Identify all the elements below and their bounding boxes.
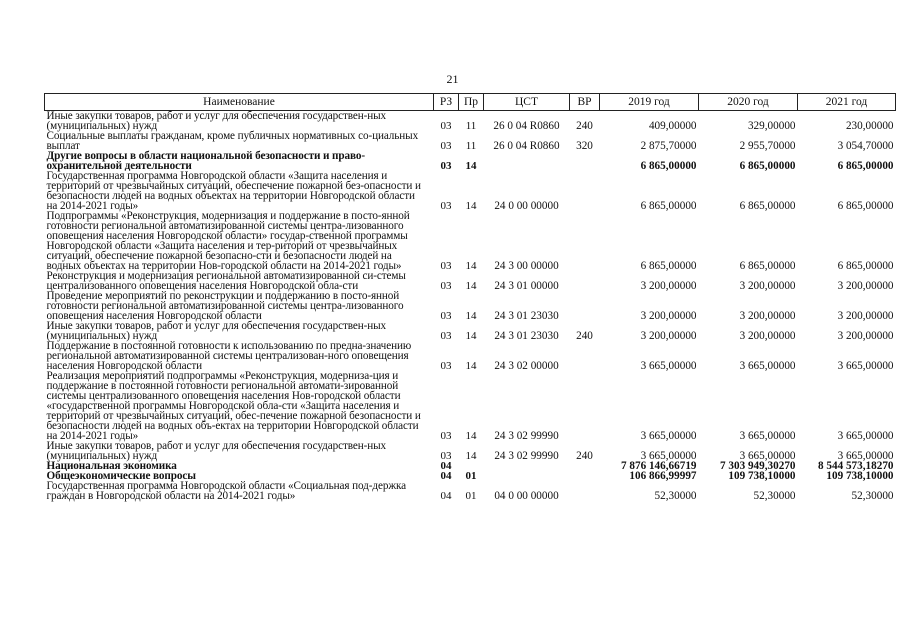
row-2020: 6 865,00000	[739, 200, 796, 212]
row-2020: 109 738,10000	[728, 470, 796, 482]
row-vr: 240	[576, 330, 593, 342]
budget-table	[44, 93, 896, 501]
row-rz: 03	[440, 450, 452, 462]
row-cst: 24 3 01 00000	[494, 280, 559, 292]
row-vr	[570, 171, 600, 211]
row-2019: 3 200,00000	[640, 330, 697, 342]
table-header-row	[45, 94, 896, 111]
row-vr	[570, 371, 600, 441]
row-2021: 52,30000	[851, 490, 894, 502]
row-pr: 01	[465, 490, 477, 502]
row-name: Поддержание в постоянной готовности к использованию по предна-значению региональной автоматизированной системы централизован-ного оповещения населения Новгородской области	[46, 340, 412, 372]
row-2020: 6 865,00000	[739, 260, 796, 272]
row-2019: 3 200,00000	[640, 310, 697, 322]
row-vr	[570, 291, 600, 321]
row-cst: 24 3 01 23030	[494, 330, 559, 342]
row-cst: 24 3 02 00000	[494, 360, 559, 372]
row-2021: 109 738,10000	[826, 470, 894, 482]
table-row	[45, 151, 896, 171]
table-row	[45, 371, 896, 441]
row-pr: 11	[465, 120, 477, 132]
col-header-2021: 2021 год	[798, 94, 896, 111]
row-2019: 6 865,00000	[640, 200, 697, 212]
row-2020: 3 200,00000	[739, 330, 796, 342]
row-cst: 26 0 04 R0860	[493, 120, 560, 132]
row-cst: 04 0 00 00000	[494, 490, 559, 502]
row-pr: 14	[465, 450, 477, 462]
row-rz: 03	[440, 160, 452, 172]
row-2020: 2 955,70000	[739, 140, 796, 152]
table-row	[45, 211, 896, 271]
row-cst	[484, 471, 570, 481]
row-2020: 3 665,00000	[739, 450, 796, 462]
row-pr: 14	[465, 280, 477, 292]
row-rz: 03	[440, 310, 452, 322]
row-name: Иные закупки товаров, работ и услуг для обеспечения государствен-ных (муниципальных) нужд	[46, 440, 387, 462]
row-vr	[570, 341, 600, 371]
row-rz: 04	[440, 460, 452, 472]
row-name: Государственная программа Новгородской области «Защита населения и территорий от чрезвычайных ситуаций, обеспечение пожарной без-опасности и безопасности людей на водных объектах на территории Новгородской области на 2014-2021 годы»	[46, 170, 421, 212]
row-rz: 03	[440, 140, 452, 152]
row-rz: 03	[440, 430, 452, 442]
row-2020: 6 865,00000	[739, 160, 796, 172]
row-2021: 3 200,00000	[837, 280, 894, 292]
col-header-pr: Пр	[459, 94, 484, 111]
row-2019: 409,00000	[648, 120, 697, 132]
row-rz: 03	[440, 120, 452, 132]
row-name: Общеэкономические вопросы	[46, 470, 196, 482]
row-name: Другие вопросы в области национальной безопасности и право-охранительной деятельности	[46, 150, 366, 172]
col-header-2020: 2020 год	[699, 94, 798, 111]
row-2021: 6 865,00000	[837, 200, 894, 212]
row-2019: 6 865,00000	[640, 260, 697, 272]
row-cst: 26 0 04 R0860	[493, 140, 560, 152]
table-row	[45, 291, 896, 321]
row-2021: 3 054,70000	[837, 140, 894, 152]
row-2019: 3 665,00000	[640, 450, 697, 462]
row-vr	[570, 471, 600, 481]
row-rz: 04	[440, 490, 452, 502]
row-pr: 14	[465, 160, 477, 172]
row-name: Национальная экономика	[46, 460, 177, 472]
row-2021: 3 665,00000	[837, 430, 894, 442]
row-vr	[570, 151, 600, 171]
row-2021: 8 544 573,18270	[817, 460, 894, 472]
row-name: Реализация мероприятий подпрограммы «Реконструкция, модерниза-ция и поддержание в постоянной готовности региональной автомати-зированной системы централизованного оповещения населения Нов-городской области «государственной программы Новгородской обла-сти «Защита населения и территорий от чрезвычайных ситуаций, обес-печение пожарной безопасности и безопасности людей на водных объ-ектах на территории Новгородской области на 2014-2021 годы»	[46, 370, 421, 442]
row-vr: 320	[576, 140, 593, 152]
col-header-rz: РЗ	[434, 94, 459, 111]
row-2020: 3 665,00000	[739, 360, 796, 372]
table-row	[45, 321, 896, 341]
row-cst: 24 3 00 00000	[494, 260, 559, 272]
row-2020: 52,30000	[753, 490, 796, 502]
row-2021: 3 665,00000	[837, 360, 894, 372]
row-cst	[484, 151, 570, 171]
row-2019: 2 875,70000	[640, 140, 697, 152]
col-header-2019: 2019 год	[600, 94, 699, 111]
table-row	[45, 441, 896, 461]
row-name: Проведение мероприятий по реконструкции и поддержанию в посто-янной готовности региональной автоматизированной системы центра-лизованного оповещения населения Новгородской области	[46, 290, 404, 322]
row-name: Социальные выплаты гражданам, кроме публичных нормативных со-циальных выплат	[46, 130, 419, 152]
row-2020: 329,00000	[747, 120, 796, 132]
row-2021: 3 665,00000	[837, 450, 894, 462]
row-pr: 11	[465, 140, 477, 152]
row-2021: 230,00000	[845, 120, 894, 132]
col-header-vr: ВР	[570, 94, 600, 111]
row-cst	[484, 461, 570, 471]
row-2020: 3 200,00000	[739, 280, 796, 292]
row-name: Государственная программа Новгородской области «Социальная под-держка граждан в Новгородской области на 2014-2021 годы»	[46, 480, 406, 502]
row-pr: 14	[465, 330, 477, 342]
table-row	[45, 111, 896, 132]
row-rz: 03	[440, 360, 452, 372]
row-2021: 3 200,00000	[837, 310, 894, 322]
row-rz: 03	[440, 200, 452, 212]
row-cst: 24 3 02 99990	[494, 450, 559, 462]
col-header-name: Наименование	[45, 94, 434, 111]
table-row	[45, 171, 896, 211]
row-rz: 03	[440, 260, 452, 272]
row-2020: 3 665,00000	[739, 430, 796, 442]
row-vr	[570, 461, 600, 471]
row-cst: 24 3 02 99990	[494, 430, 559, 442]
row-rz: 04	[440, 470, 452, 482]
row-2019: 3 200,00000	[640, 280, 697, 292]
page-number: 21	[446, 72, 459, 86]
table-row	[45, 131, 896, 151]
row-2021: 6 865,00000	[837, 160, 894, 172]
row-2019: 52,30000	[654, 490, 697, 502]
row-2019: 106 866,99997	[629, 470, 697, 482]
row-2019: 3 665,00000	[640, 430, 697, 442]
row-2020: 7 303 949,30270	[719, 460, 796, 472]
row-vr	[570, 211, 600, 271]
row-2021: 3 200,00000	[837, 330, 894, 342]
row-2019: 3 665,00000	[640, 360, 697, 372]
col-header-cst: ЦСТ	[484, 94, 570, 111]
row-pr: 14	[465, 260, 477, 272]
table-row	[45, 271, 896, 291]
row-pr: 01	[465, 470, 477, 482]
row-pr: 14	[465, 310, 477, 322]
row-cst: 24 0 00 00000	[494, 200, 559, 212]
row-2020: 3 200,00000	[739, 310, 796, 322]
row-vr: 240	[576, 450, 593, 462]
row-pr: 14	[465, 430, 477, 442]
row-2019: 6 865,00000	[640, 160, 697, 172]
row-2021: 6 865,00000	[837, 260, 894, 272]
row-2019: 7 876 146,66719	[620, 460, 697, 472]
row-name: Реконструкция и модернизация региональной автоматизированной си-стемы централизованного оповещения населения Новгородской обла-сти	[46, 270, 406, 292]
row-cst: 24 3 01 23030	[494, 310, 559, 322]
row-rz: 03	[440, 280, 452, 292]
row-vr	[570, 271, 600, 291]
row-vr: 240	[576, 120, 593, 132]
row-rz: 03	[440, 330, 452, 342]
row-name: Подпрограммы «Реконструкция, модернизация и поддержание в посто-янной готовности региональной автоматизированной системы центра-лизованного оповещения населения Новгородской области» государ-ственной программы Новгородской области «Защита населения и тер-риторий от чрезвычайных ситуаций, обеспечение пожарной безопасно-сти и безопасности людей на водных объектах на территории Нов-городской области на 2014-2021 годы»	[46, 210, 410, 272]
row-pr: 14	[465, 200, 477, 212]
table-row	[45, 341, 896, 371]
row-pr: 14	[465, 360, 477, 372]
row-name: Иные закупки товаров, работ и услуг для обеспечения государствен-ных (муниципальных) нужд	[46, 320, 387, 342]
row-name: Иные закупки товаров, работ и услуг для обеспечения государствен-ных (муниципальных) нужд	[46, 110, 387, 132]
table-row	[45, 481, 896, 501]
row-vr	[570, 481, 600, 501]
